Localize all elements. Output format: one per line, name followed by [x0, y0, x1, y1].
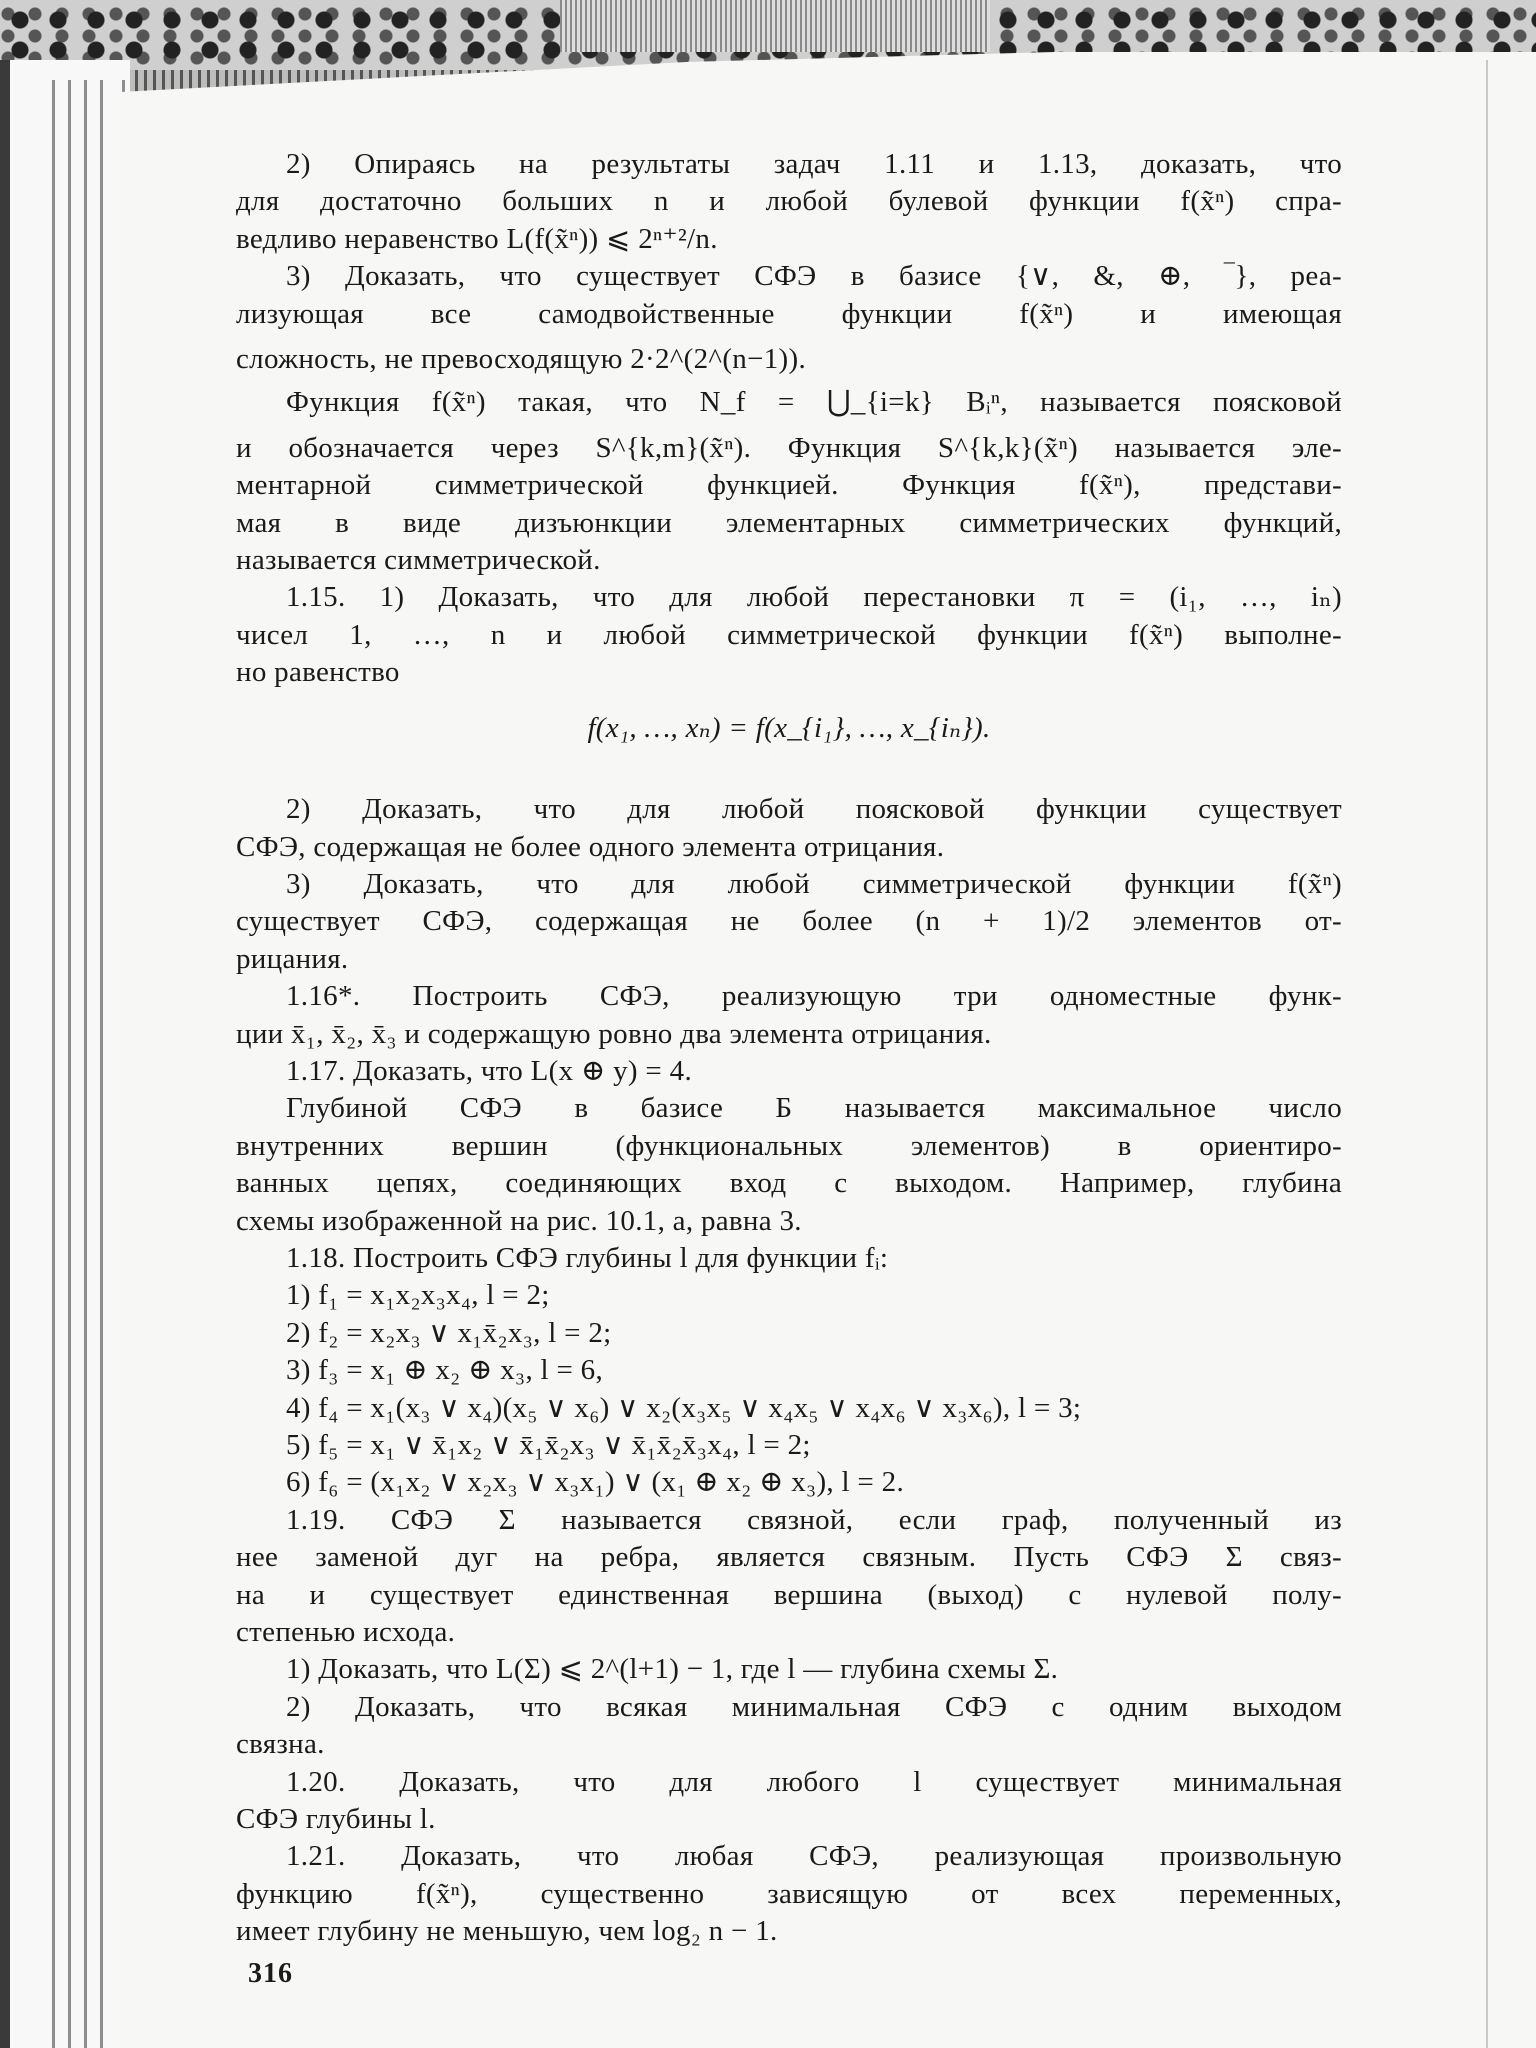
paragraph	[236, 1689, 1342, 1764]
problem-1-15	[236, 579, 1342, 691]
paragraph	[236, 791, 1342, 866]
problem-1-20	[236, 1764, 1342, 1839]
list-item: 3) f₃ = x₁ ⊕ x₂ ⊕ x₃, l = 6,	[286, 1354, 604, 1387]
text-line: Глубиной СФЭ в базисе Б называется максимальное число	[286, 1092, 1342, 1125]
text-line: нее заменой дуг на ребра, является связным. Пусть СФЭ Σ связ-	[236, 1541, 1342, 1574]
spine-line	[100, 80, 103, 2048]
text-line: 1.15. 1) Доказать, что для любой перестановки π = (i₁, …, iₙ)	[286, 581, 1342, 614]
paragraph	[236, 1651, 1342, 1688]
display-formula: f(x₁, …, xₙ) = f(x_{i₁}, …, x_{iₙ}).	[587, 711, 991, 744]
definition-paragraph	[236, 384, 1342, 579]
text-line: ванных цепях, соединяющих вход с выходом. Например, глубина	[236, 1167, 1342, 1200]
problem-1-16	[236, 978, 1342, 1053]
text-line: 2) Доказать, что для любой поясковой функции существует	[286, 793, 1342, 826]
text-line: 2) Доказать, что всякая минимальная СФЭ с одним выходом	[286, 1690, 1342, 1723]
page-number: 316	[248, 1958, 293, 1989]
text-line: 1.19. СФЭ Σ называется связной, если граф, полученный из	[286, 1503, 1342, 1536]
problem-1-19	[236, 1502, 1342, 1652]
text-line: чисел 1, …, n и любой симметрической функции f(x̃ⁿ) выполне-	[236, 618, 1342, 651]
text-line: рицания.	[236, 942, 349, 975]
list-item: 5) f₅ = x₁ ∨ x̄₁x₂ ∨ x̄₁x̄₂x₃ ∨ x̄₁x̄₂x̄₃x₄, l = 2;	[286, 1429, 811, 1461]
text-line: существует СФЭ, содержащая не более (n + 1)/2 элементов от-	[236, 905, 1342, 938]
problem-1-21	[236, 1838, 1342, 1950]
book-cloth	[560, 0, 990, 52]
text-line: на и существует единственная вершина (выход) с нулевой полу-	[236, 1578, 1342, 1611]
text-line: ментарной симметрической функцией. Функция f(x̃ⁿ), представи-	[236, 469, 1342, 502]
text-line: 1.21. Доказать, что любая СФЭ, реализующая произвольную	[286, 1840, 1342, 1873]
text-line: сложность, не превосходящую 2·2^(2^(n−1)).	[236, 343, 807, 376]
text-line: 1.17. Доказать, что L(x ⊕ y) = 4.	[286, 1054, 692, 1087]
list-item: 6) f₆ = (x₁x₂ ∨ x₂x₃ ∨ x₃x₁) ∨ (x₁ ⊕ x₂ ⊕ x₃), l = 2.	[286, 1466, 904, 1499]
list-item: 2) f₂ = x₂x₃ ∨ x₁x̄₂x₃, l = 2;	[286, 1316, 612, 1349]
problem-1-18	[236, 1240, 1342, 1277]
text-line: СФЭ, содержащая не более одного элемента отрицания.	[236, 830, 945, 863]
text-line: 3) Доказать, что для любой симметрической функции f(x̃ⁿ)	[286, 867, 1342, 900]
problem-1-17	[236, 1053, 1342, 1090]
paragraph	[236, 866, 1342, 978]
text-line: функцию f(x̃ⁿ), существенно зависящую от всех переменных,	[236, 1877, 1342, 1910]
list-item: 4) f₄ = x₁(x₃ ∨ x₄)(x₅ ∨ x₆) ∨ x₂(x₃x₅ ∨ x₄x₅ ∨ x₄x₆ ∨ x₃x₆), l = 3;	[286, 1391, 1082, 1424]
text-line: имеет глубину не меньшую, чем log₂ n − 1.	[236, 1915, 778, 1948]
list-item: 1) f₁ = x₁x₂x₃x₄, l = 2;	[286, 1279, 550, 1312]
text-line: степенью исхода.	[236, 1616, 456, 1649]
text-line: Функция f(x̃ⁿ) такая, что N_f = ⋃_{i=k} Bᵢⁿ, называется поясковой	[286, 386, 1342, 419]
text-line: СФЭ глубины l.	[236, 1803, 436, 1836]
page-edge-line	[1486, 60, 1488, 2048]
text-line: ции x̄₁, x̄₂, x̄₃ и содержащую ровно два элемента отрицания.	[236, 1017, 992, 1050]
text-line: для достаточно больших n и любой булевой функции f(x̃ⁿ) спра-	[236, 185, 1342, 218]
text-line: связна.	[236, 1728, 325, 1761]
text-line: но равенство	[236, 656, 400, 689]
paragraph	[236, 258, 1342, 378]
text-line: лизующая все самодвойственные функции f(x̃ⁿ) и имеющая	[236, 297, 1342, 330]
spine-line	[84, 80, 87, 2048]
text-line: называется симметрической.	[236, 544, 601, 577]
text-line: и обозначается через S^{k,m}(x̃ⁿ). Функция S^{k,k}(x̃ⁿ) называется эле-	[236, 431, 1342, 464]
text-line: 2) Опираясь на результаты задач 1.11 и 1.13, доказать, что	[286, 148, 1342, 180]
spine-line	[52, 80, 55, 2048]
function-list	[236, 1277, 1342, 1501]
text-line: ведливо неравенство L(f(x̃ⁿ)) ⩽ 2ⁿ⁺²/n.	[236, 222, 718, 255]
page-text	[236, 146, 1342, 1951]
text-line: 3) Доказать, что существует СФЭ в базисе {∨, &, ⊕, ‾}, реа-	[286, 260, 1342, 293]
text-line: мая в виде дизъюнкции элементарных симметрических функций,	[236, 506, 1342, 539]
text-line: схемы изображенной на рис. 10.1, a, равна 3.	[236, 1204, 802, 1237]
definition-paragraph	[236, 1090, 1342, 1240]
spine-line	[68, 80, 71, 2048]
text-line: 1.20. Доказать, что для любого l существует минимальная	[286, 1765, 1342, 1798]
text-line: 1.18. Построить СФЭ глубины l для функции fᵢ:	[286, 1241, 889, 1274]
text-line: 1.16*. Построить СФЭ, реализующую три одноместные функ-	[286, 980, 1342, 1013]
paragraph	[236, 146, 1342, 258]
text-line: внутренних вершин (функциональных элементов) в ориентиро-	[236, 1129, 1342, 1162]
text-line: 1) Доказать, что L(Σ) ⩽ 2^(l+1) − 1, где l — глубина схемы Σ.	[286, 1653, 1059, 1686]
book-spine	[0, 60, 130, 2048]
